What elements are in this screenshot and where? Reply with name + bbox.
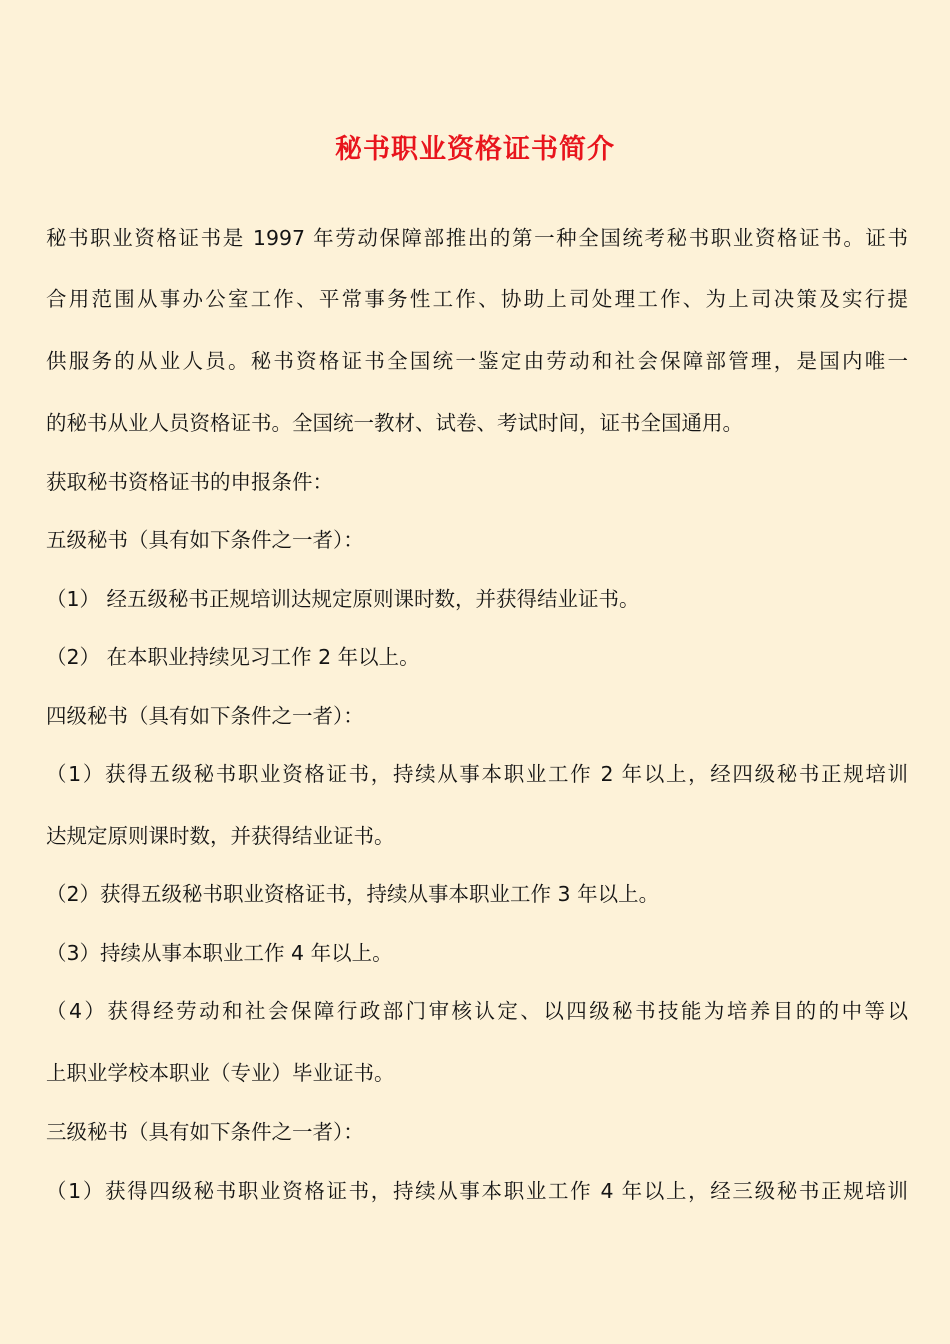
condition-item-continued: 达规定原则课时数，并获得结业证书。 xyxy=(46,824,395,848)
paragraph-line: 的秘书从业人员资格证书。全国统一教材、试卷、考试时间，证书全国通用。 xyxy=(46,411,743,435)
condition-item: （1） 经五级秘书正规培训达规定原则课时数，并获得结业证书。 xyxy=(46,587,640,611)
section-intro: 获取秘书资格证书的申报条件： xyxy=(46,470,333,494)
paragraph-line: 合用范围从事办公室工作、平常事务性工作、协助上司处理工作、为上司决策及实行提 xyxy=(46,287,908,311)
paragraph-line: 秘书职业资格证书是 1997 年劳动保障部推出的第一种全国统考秘书职业资格证书。证书 xyxy=(46,226,908,250)
condition-item: （4）获得经劳动和社会保障行政部门审核认定、以四级秘书技能为培养目的的中等以 xyxy=(46,999,908,1023)
condition-item-continued: 上职业学校本职业（专业）毕业证书。 xyxy=(46,1061,395,1085)
paragraph-line: 供服务的从业人员。秘书资格证书全国统一鉴定由劳动和社会保障部管理，是国内唯一 xyxy=(46,349,908,373)
document-title: 秘书职业资格证书简介 xyxy=(335,134,615,165)
level-heading-four: 四级秘书（具有如下条件之一者）： xyxy=(46,704,364,728)
condition-item: （2）获得五级秘书职业资格证书，持续从事本职业工作 3 年以上。 xyxy=(46,882,660,906)
level-heading-three: 三级秘书（具有如下条件之一者）： xyxy=(46,1120,364,1144)
condition-item: （1）获得四级秘书职业资格证书，持续从事本职业工作 4 年以上，经三级秘书正规培训 xyxy=(46,1179,908,1203)
condition-item: （1）获得五级秘书职业资格证书，持续从事本职业工作 2 年以上，经四级秘书正规培训 xyxy=(46,762,908,786)
level-heading-five: 五级秘书（具有如下条件之一者）： xyxy=(46,528,364,552)
condition-item: （2） 在本职业持续见习工作 2 年以上。 xyxy=(46,645,420,669)
condition-item: （3）持续从事本职业工作 4 年以上。 xyxy=(46,941,393,965)
